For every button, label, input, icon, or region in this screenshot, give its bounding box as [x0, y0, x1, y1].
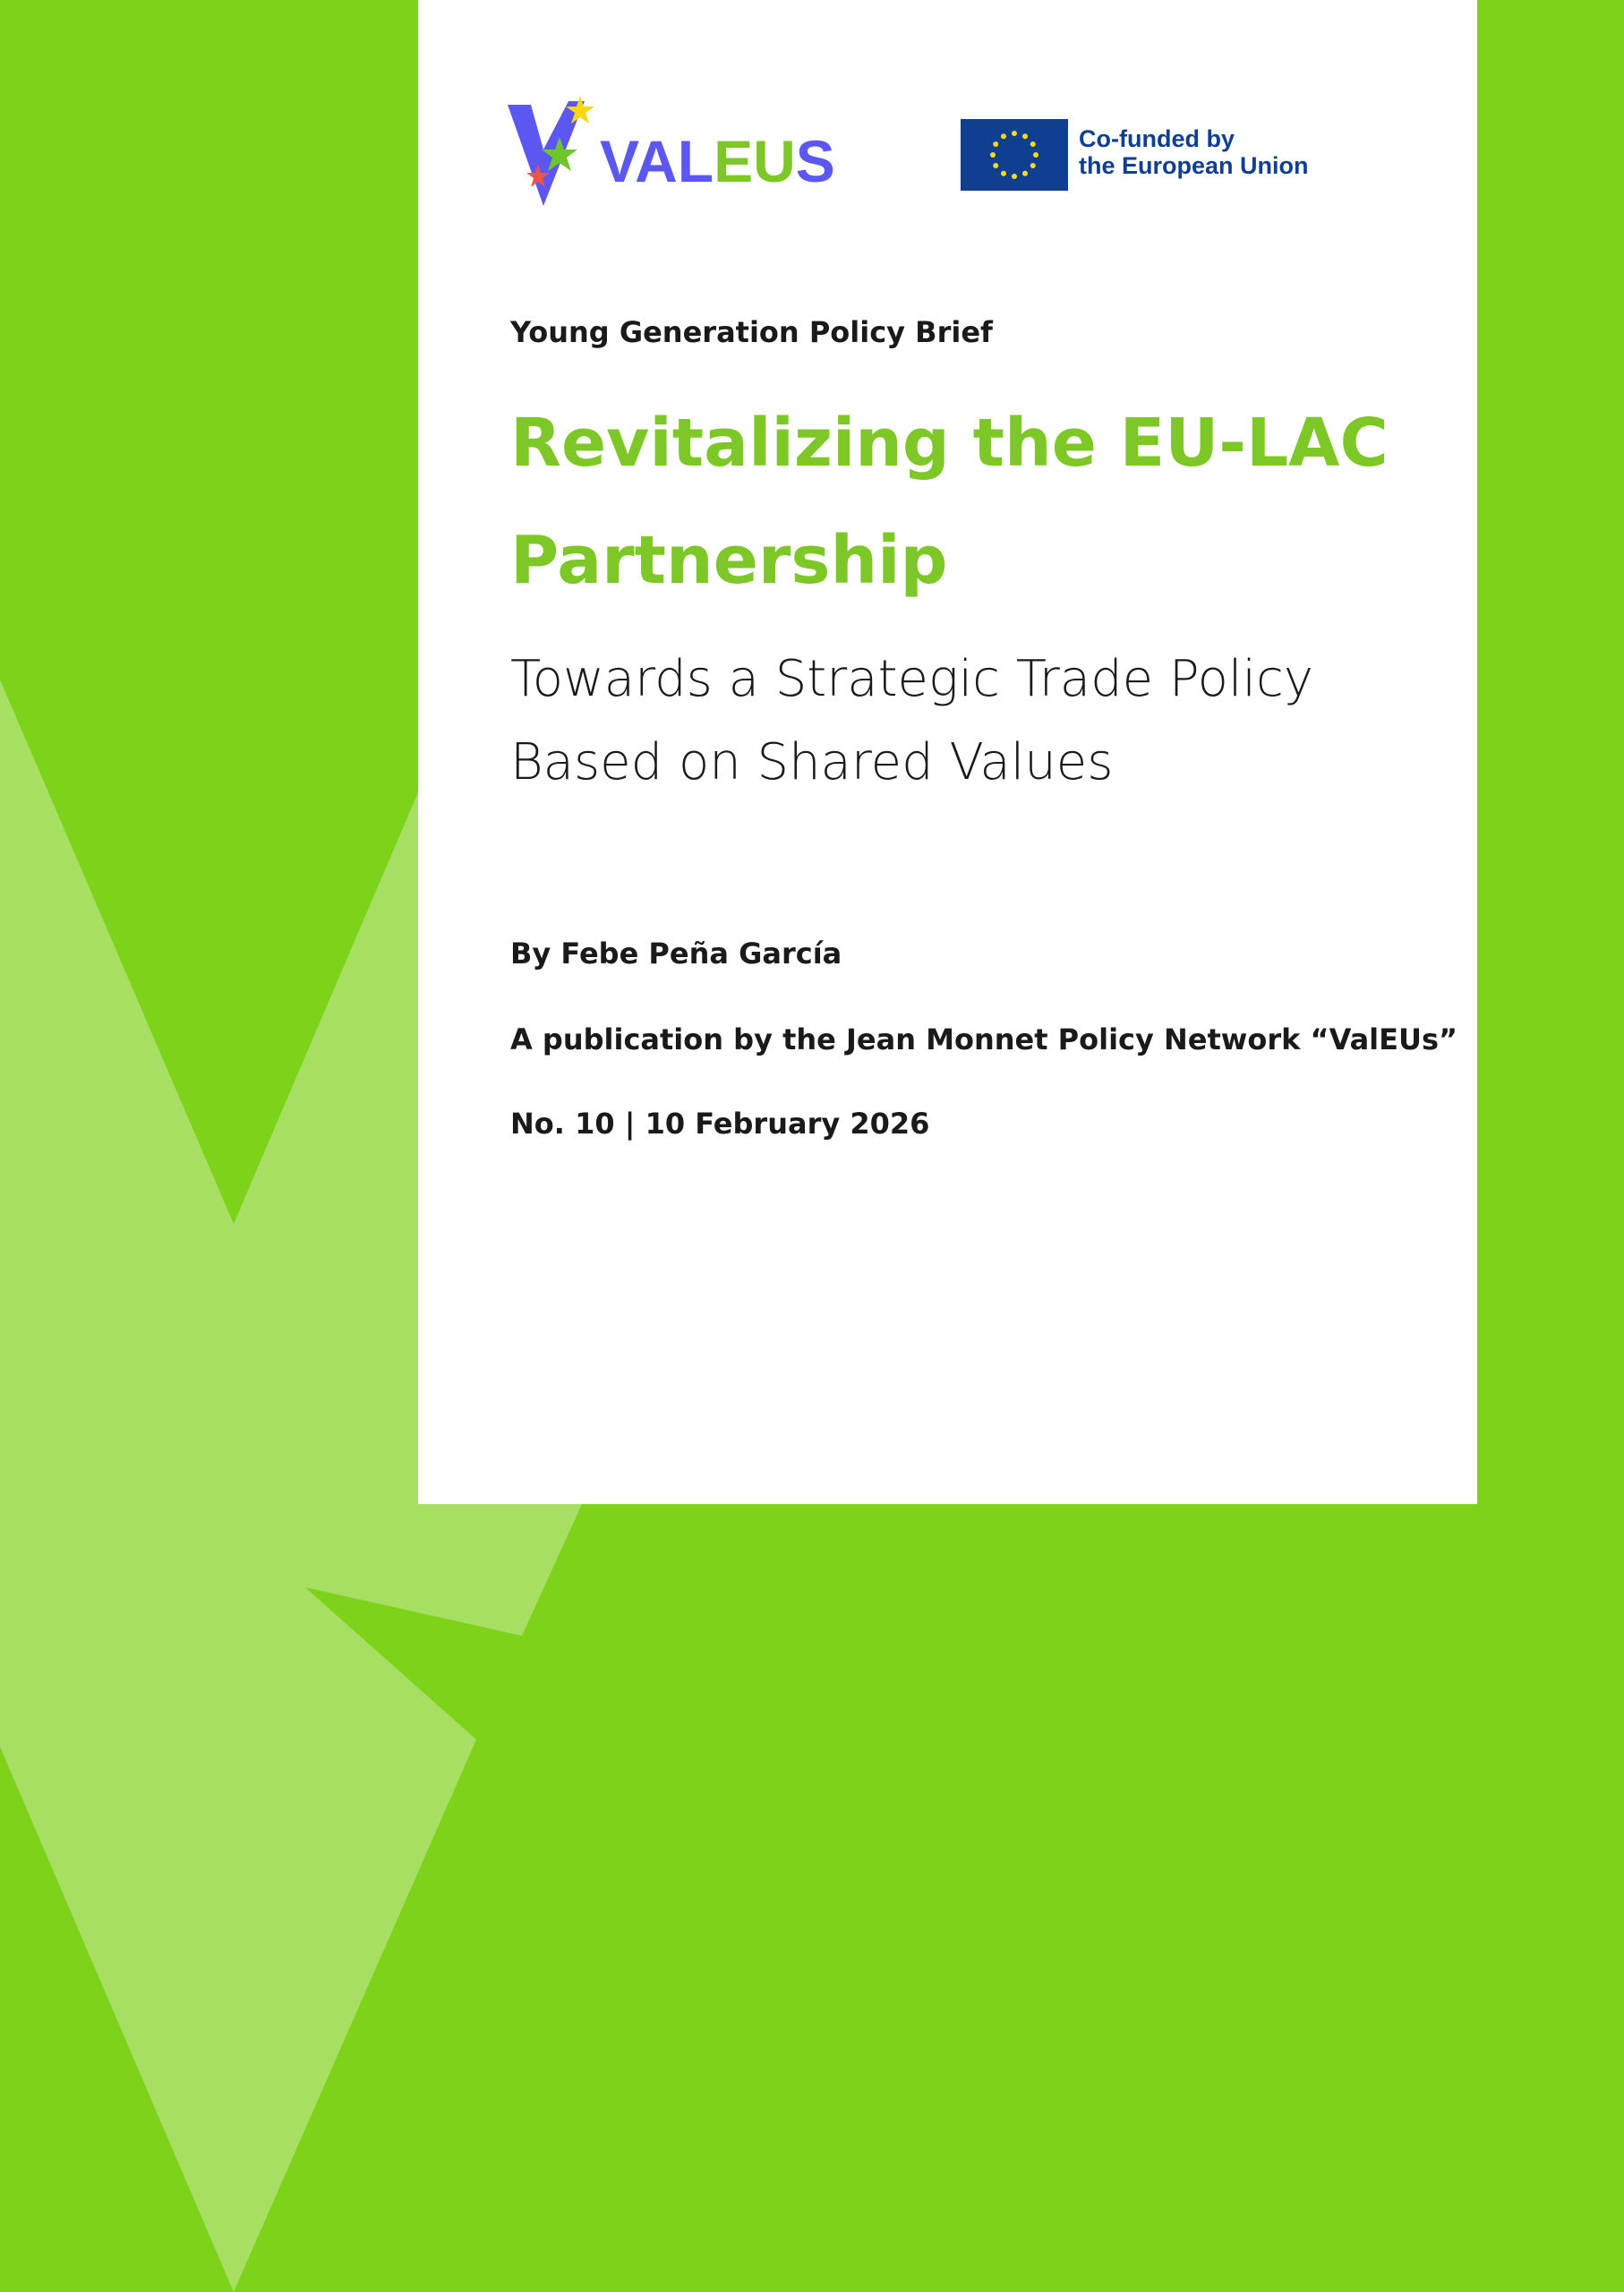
series-label: Young Generation Policy Brief: [510, 315, 993, 349]
logo-text-eu: EU: [714, 128, 796, 194]
eu-line-2: the European Union: [1079, 152, 1309, 179]
author: By Febe Peña García: [510, 936, 842, 971]
issue-date: No. 10 | 10 February 2026: [510, 1107, 930, 1141]
page-title: Revitalizing the EU-LAC Partnership: [510, 405, 1389, 599]
logo-text-val: VAL: [600, 128, 714, 194]
eu-line-1: Co-funded by: [1079, 125, 1235, 152]
cover-text: [418, 0, 1477, 1504]
logo-text-s: S: [795, 128, 835, 194]
publisher: A publication by the Jean Monnet Policy Network “ValEUs”: [510, 1022, 1458, 1056]
subtitle: Towards a Strategic Trade Policy Based on Shared Values: [510, 650, 1313, 791]
